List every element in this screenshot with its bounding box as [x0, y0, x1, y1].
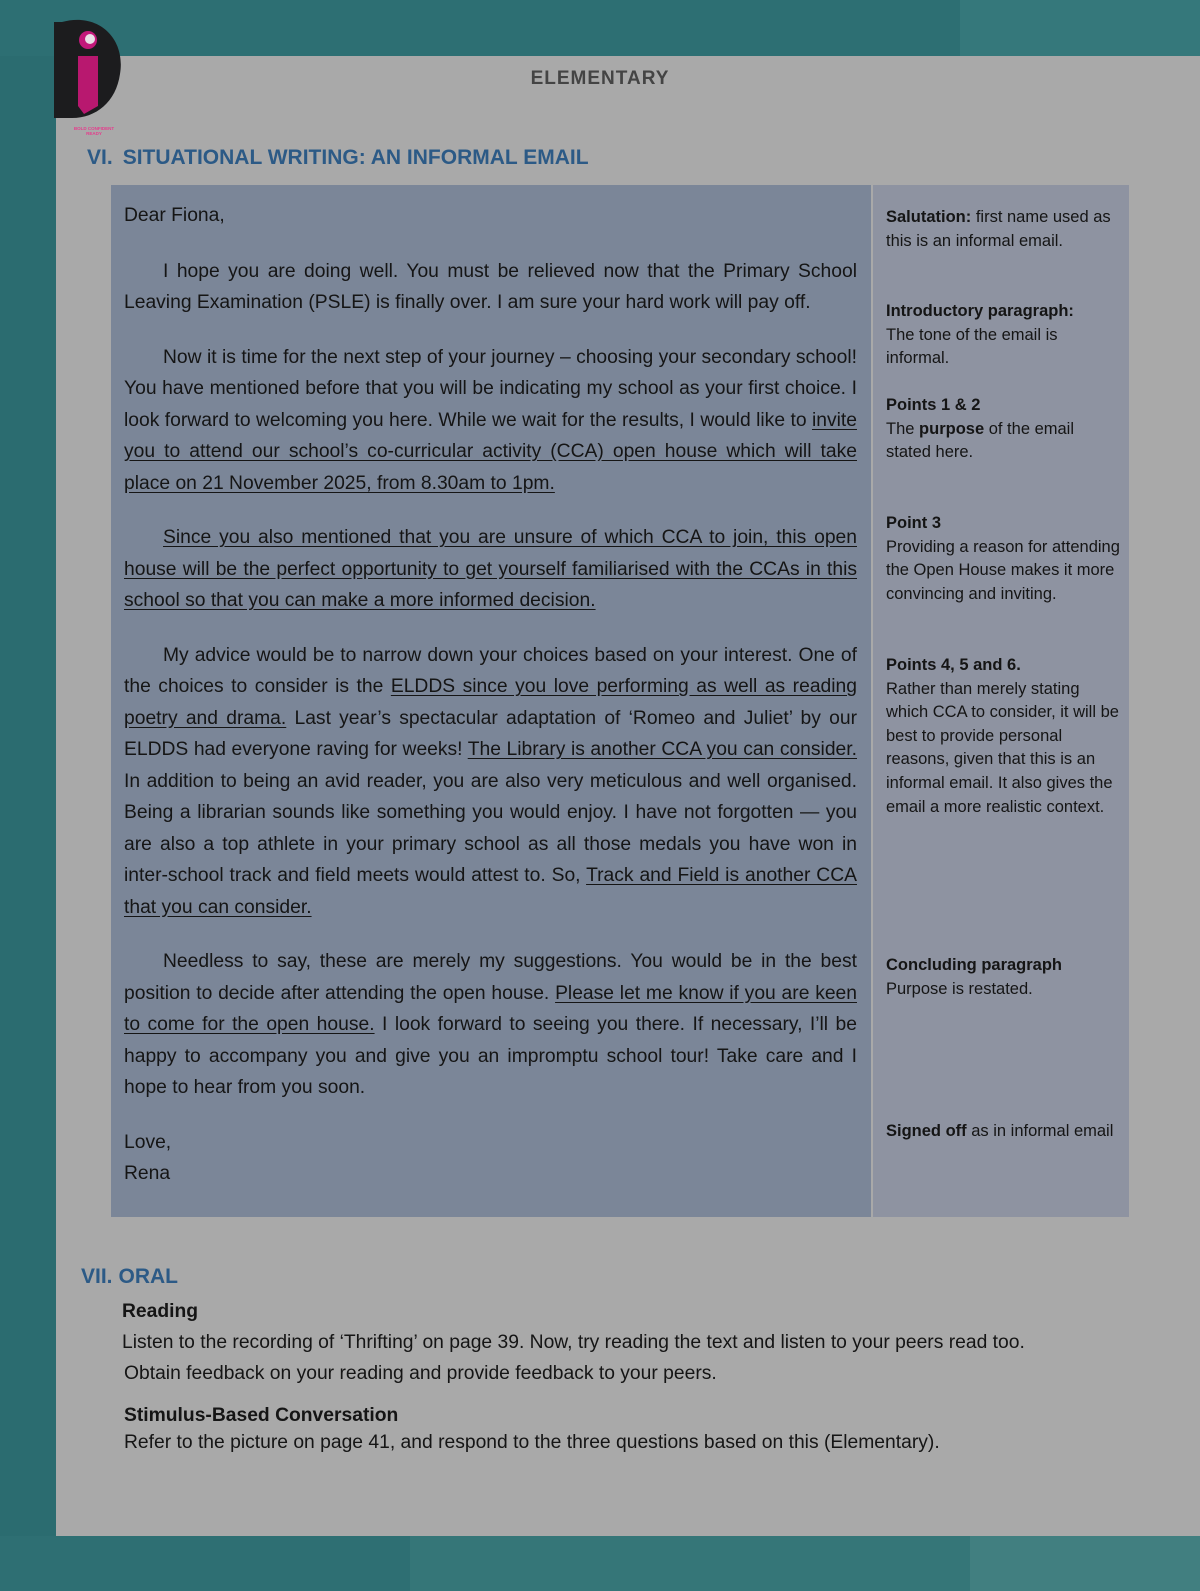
email-paragraph-3	[124, 522, 857, 617]
note-introductory-text: The tone of the email is informal.	[886, 325, 1058, 368]
note-signed-off-text: as in informal email	[966, 1122, 1114, 1140]
note-points-1-2-text-b: of the email stated here.	[886, 419, 1075, 462]
note-salutation	[886, 206, 1122, 253]
p3-underlined: Since you also mentioned that you are unsure of which CCA to join, this open house will be the perfect opportunity to get yourself familiarised with the CCAs in this school so that you can make a more informed decision.	[124, 527, 857, 611]
section-vi-title: SITUATIONAL WRITING: AN INFORMAL EMAIL	[122, 146, 589, 169]
note-points-1-2	[886, 394, 1122, 465]
note-concluding	[886, 954, 1122, 1001]
p5-text-a: Needless to say, these are merely my suggestions. You would be in the best position to decide after attending the open house.	[124, 951, 857, 1004]
p2-text: Now it is time for the next step of your journey – choosing your secondary school! You have mentioned before that you will be indicating my school as your first choice. I look forward to welcoming you here. While we wait for the results, I would like to	[124, 346, 857, 431]
note-point-3-text: Providing a reason for attending the Open House makes it more convincing and inviting.	[886, 537, 1120, 603]
sbc-heading: Stimulus-Based Conversation	[124, 1405, 399, 1426]
note-points-1-2-text-a: The	[886, 419, 920, 438]
section-vii-heading	[81, 1265, 178, 1289]
email-signature: Rena	[124, 1163, 171, 1184]
p4-text-a: My advice would be to narrow down your choices based on your interest. One of the choices to consider is the	[124, 644, 857, 697]
note-introductory	[886, 300, 1122, 371]
email-paragraph-5	[124, 946, 857, 1104]
note-signed-off-label: Signed off	[886, 1122, 967, 1140]
note-points-4-5-6-label: Points 4, 5 and 6.	[886, 656, 1021, 674]
oral-reading	[122, 1296, 1162, 1389]
email-paragraph-4	[124, 640, 857, 924]
oral-sbc	[124, 1402, 1164, 1456]
email-body	[124, 200, 857, 1190]
note-introductory-label: Introductory paragraph:	[886, 302, 1074, 320]
email-closing: Love,	[124, 1131, 172, 1153]
p5-text-b: I look forward to seeing you there. If necessary, I’ll be happy to accompany you and give you an impromptu school tour! Take care and I hope to hear from you soon.	[124, 1014, 857, 1098]
p4-underlined-3: Track and Field is another CCA that you can consider.	[124, 865, 857, 918]
p4-underlined-2: The Library is another CCA you can consider.	[467, 739, 857, 760]
logo-tagline: BOLD CONFIDENT READY	[73, 126, 115, 136]
p2-underlined: invite you to attend our school’s co-curricular activity (CCA) open house which will take place on 21 November 2025, from 8.30am to 1pm.	[124, 409, 857, 494]
email-salutation: Dear Fiona,	[124, 205, 225, 226]
reading-line-2: Obtain feedback on your reading and provide feedback to your peers.	[124, 1363, 717, 1384]
bottom-band	[0, 1536, 1200, 1591]
reading-line-1: Listen to the recording of ‘Thrifting’ on page 39. Now, try reading the text and listen to your peers read too.	[122, 1332, 1025, 1353]
section-vii-title: ORAL	[118, 1265, 179, 1288]
email-paragraph-2	[124, 342, 857, 500]
top-band	[0, 0, 1200, 56]
section-vi-numeral: VI.	[87, 146, 113, 169]
p4-text-b: Last year’s spectacular adaptation of ‘Romeo and Juliet’ by our ELDDS had everyone raving for weeks!	[124, 707, 858, 760]
note-salutation-label: Salutation:	[886, 208, 972, 226]
note-purpose-bold: purpose	[919, 419, 985, 438]
note-points-4-5-6	[886, 654, 1122, 819]
email-paragraph-1: I hope you are doing well. You must be relieved now that the Primary School Leaving Examination (PSLE) is finally over. I am sure your hard work will pay off.	[124, 260, 857, 313]
note-points-1-2-label: Points 1 & 2	[886, 396, 981, 414]
reading-heading: Reading	[122, 1301, 199, 1322]
section-vi-heading	[87, 146, 589, 170]
note-points-4-5-6-text: Rather than merely stating which CCA to consider, it will be best to provide personal reasons, given that this is an informal email. It also gives the email a more realistic context.	[886, 679, 1119, 816]
p5-underlined: Please let me know if you are keen to come for the open house.	[124, 982, 857, 1035]
note-concluding-text: Purpose is restated.	[886, 979, 1033, 998]
note-point-3-label: Point 3	[886, 514, 942, 532]
sbc-line-1: Refer to the picture on page 41, and respond to the three questions based on this (Elementary).	[124, 1432, 940, 1453]
p4-text-c: In addition to being an avid reader, you are also very meticulous and well organised. Being a librarian sounds like something you would enjoy. I have not forgotten — you are also a top athlete in your primary school as all those medals you have won in inter-school track and field meets would attest to. So,	[124, 770, 857, 886]
note-point-3	[886, 512, 1122, 606]
p4-underlined-1: ELDDS since you love performing as well as reading poetry and drama.	[124, 676, 857, 729]
note-signed-off	[886, 1120, 1122, 1144]
note-salutation-text: first name used as this is an informal email.	[886, 208, 1111, 250]
note-concluding-label: Concluding paragraph	[886, 956, 1063, 974]
page-header-label: ELEMENTARY	[530, 68, 670, 89]
section-vii-numeral: VII.	[81, 1265, 113, 1288]
